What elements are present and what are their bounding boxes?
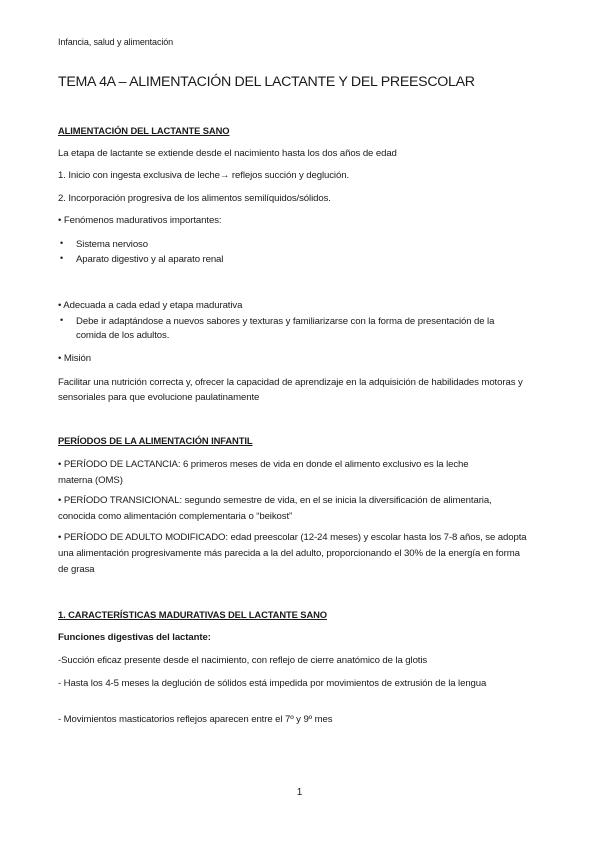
adecuada-label: • Adecuada a cada edad y etapa madurativa <box>58 300 243 311</box>
list-item-1: 1. Inicio con ingesta exclusiva de leche→ reflejos succión y deglución. <box>58 170 350 181</box>
section-heading-caracteristicas: 1. CARACTERÍSTICAS MADURATIVAS DEL LACTANTE SANO <box>58 609 327 620</box>
mision-paragraph: Facilitar una nutrición correcta y, ofrecer la capacidad de aprendizaje en la adquisición de habilidades motoras y sensoriales para que evolucione paulatinamente <box>58 377 523 403</box>
periodo-adulto-modificado: • PERÍODO DE ADULTO MODIFICADO: edad preescolar (12-24 meses) y escolar hasta los 7-8 años, se adopta una alimentación progresivamente más parecida a la del adulto, proporcionando el 30% de la energía en forma de grasa <box>58 532 527 575</box>
periodo-transicional: • PERÍODO TRANSICIONAL: segundo semestre de vida, en el se inicia la diversificación de alimentaria, conocida como alimentación complementaria o “beikost” <box>58 495 492 522</box>
funcion-item: -Succión eficaz presente desde el nacimiento, con reflejo de cierre anatómico de la glotis <box>58 655 428 666</box>
page-title: TEMA 4A – ALIMENTACIÓN DEL LACTANTE Y DEL PREESCOLAR <box>58 74 475 90</box>
running-header: Infancia, salud y alimentación <box>58 37 174 47</box>
subheading-funciones-digestivas: Funciones digestivas del lactante: <box>58 632 211 643</box>
bullet-item: Debe ir adaptándose a nuevos sabores y texturas y familiarizarse con la forma de presentación de la comida de los adultos. <box>76 316 495 341</box>
fenomenos-label: • Fenómenos madurativos importantes: <box>58 215 222 226</box>
bullet-item: Sistema nervioso <box>76 239 148 250</box>
section-heading-periodos: PERÍODOS DE LA ALIMENTACIÓN INFANTIL <box>58 435 253 446</box>
intro-paragraph: La etapa de lactante se extiende desde el nacimiento hasta los dos años de edad <box>58 148 397 159</box>
bullet-icon: • <box>60 315 64 325</box>
section-heading-lactante-sano: ALIMENTACIÓN DEL LACTANTE SANO <box>58 125 230 136</box>
bullet-icon: • <box>60 238 64 248</box>
bullet-item: Aparato digestivo y al aparato renal <box>76 254 224 265</box>
list-item-2: 2. Incorporación progresiva de los alimentos semilíquidos/sólidos. <box>58 193 331 204</box>
mision-label: • Misión <box>58 353 91 364</box>
funcion-item: - Hasta los 4-5 meses la deglución de sólidos está impedida por movimientos de extrusión de la lengua <box>58 678 487 689</box>
funcion-item: - Movimientos masticatorios reflejos aparecen entre el 7º y 9º mes <box>58 714 333 725</box>
bullet-icon: • <box>60 253 64 263</box>
periodo-lactancia: • PERÍODO DE LACTANCIA: 6 primeros meses de vida en donde el alimento exclusivo es la leche materna (OMS) <box>58 459 469 486</box>
page-number: 1 <box>296 787 303 798</box>
